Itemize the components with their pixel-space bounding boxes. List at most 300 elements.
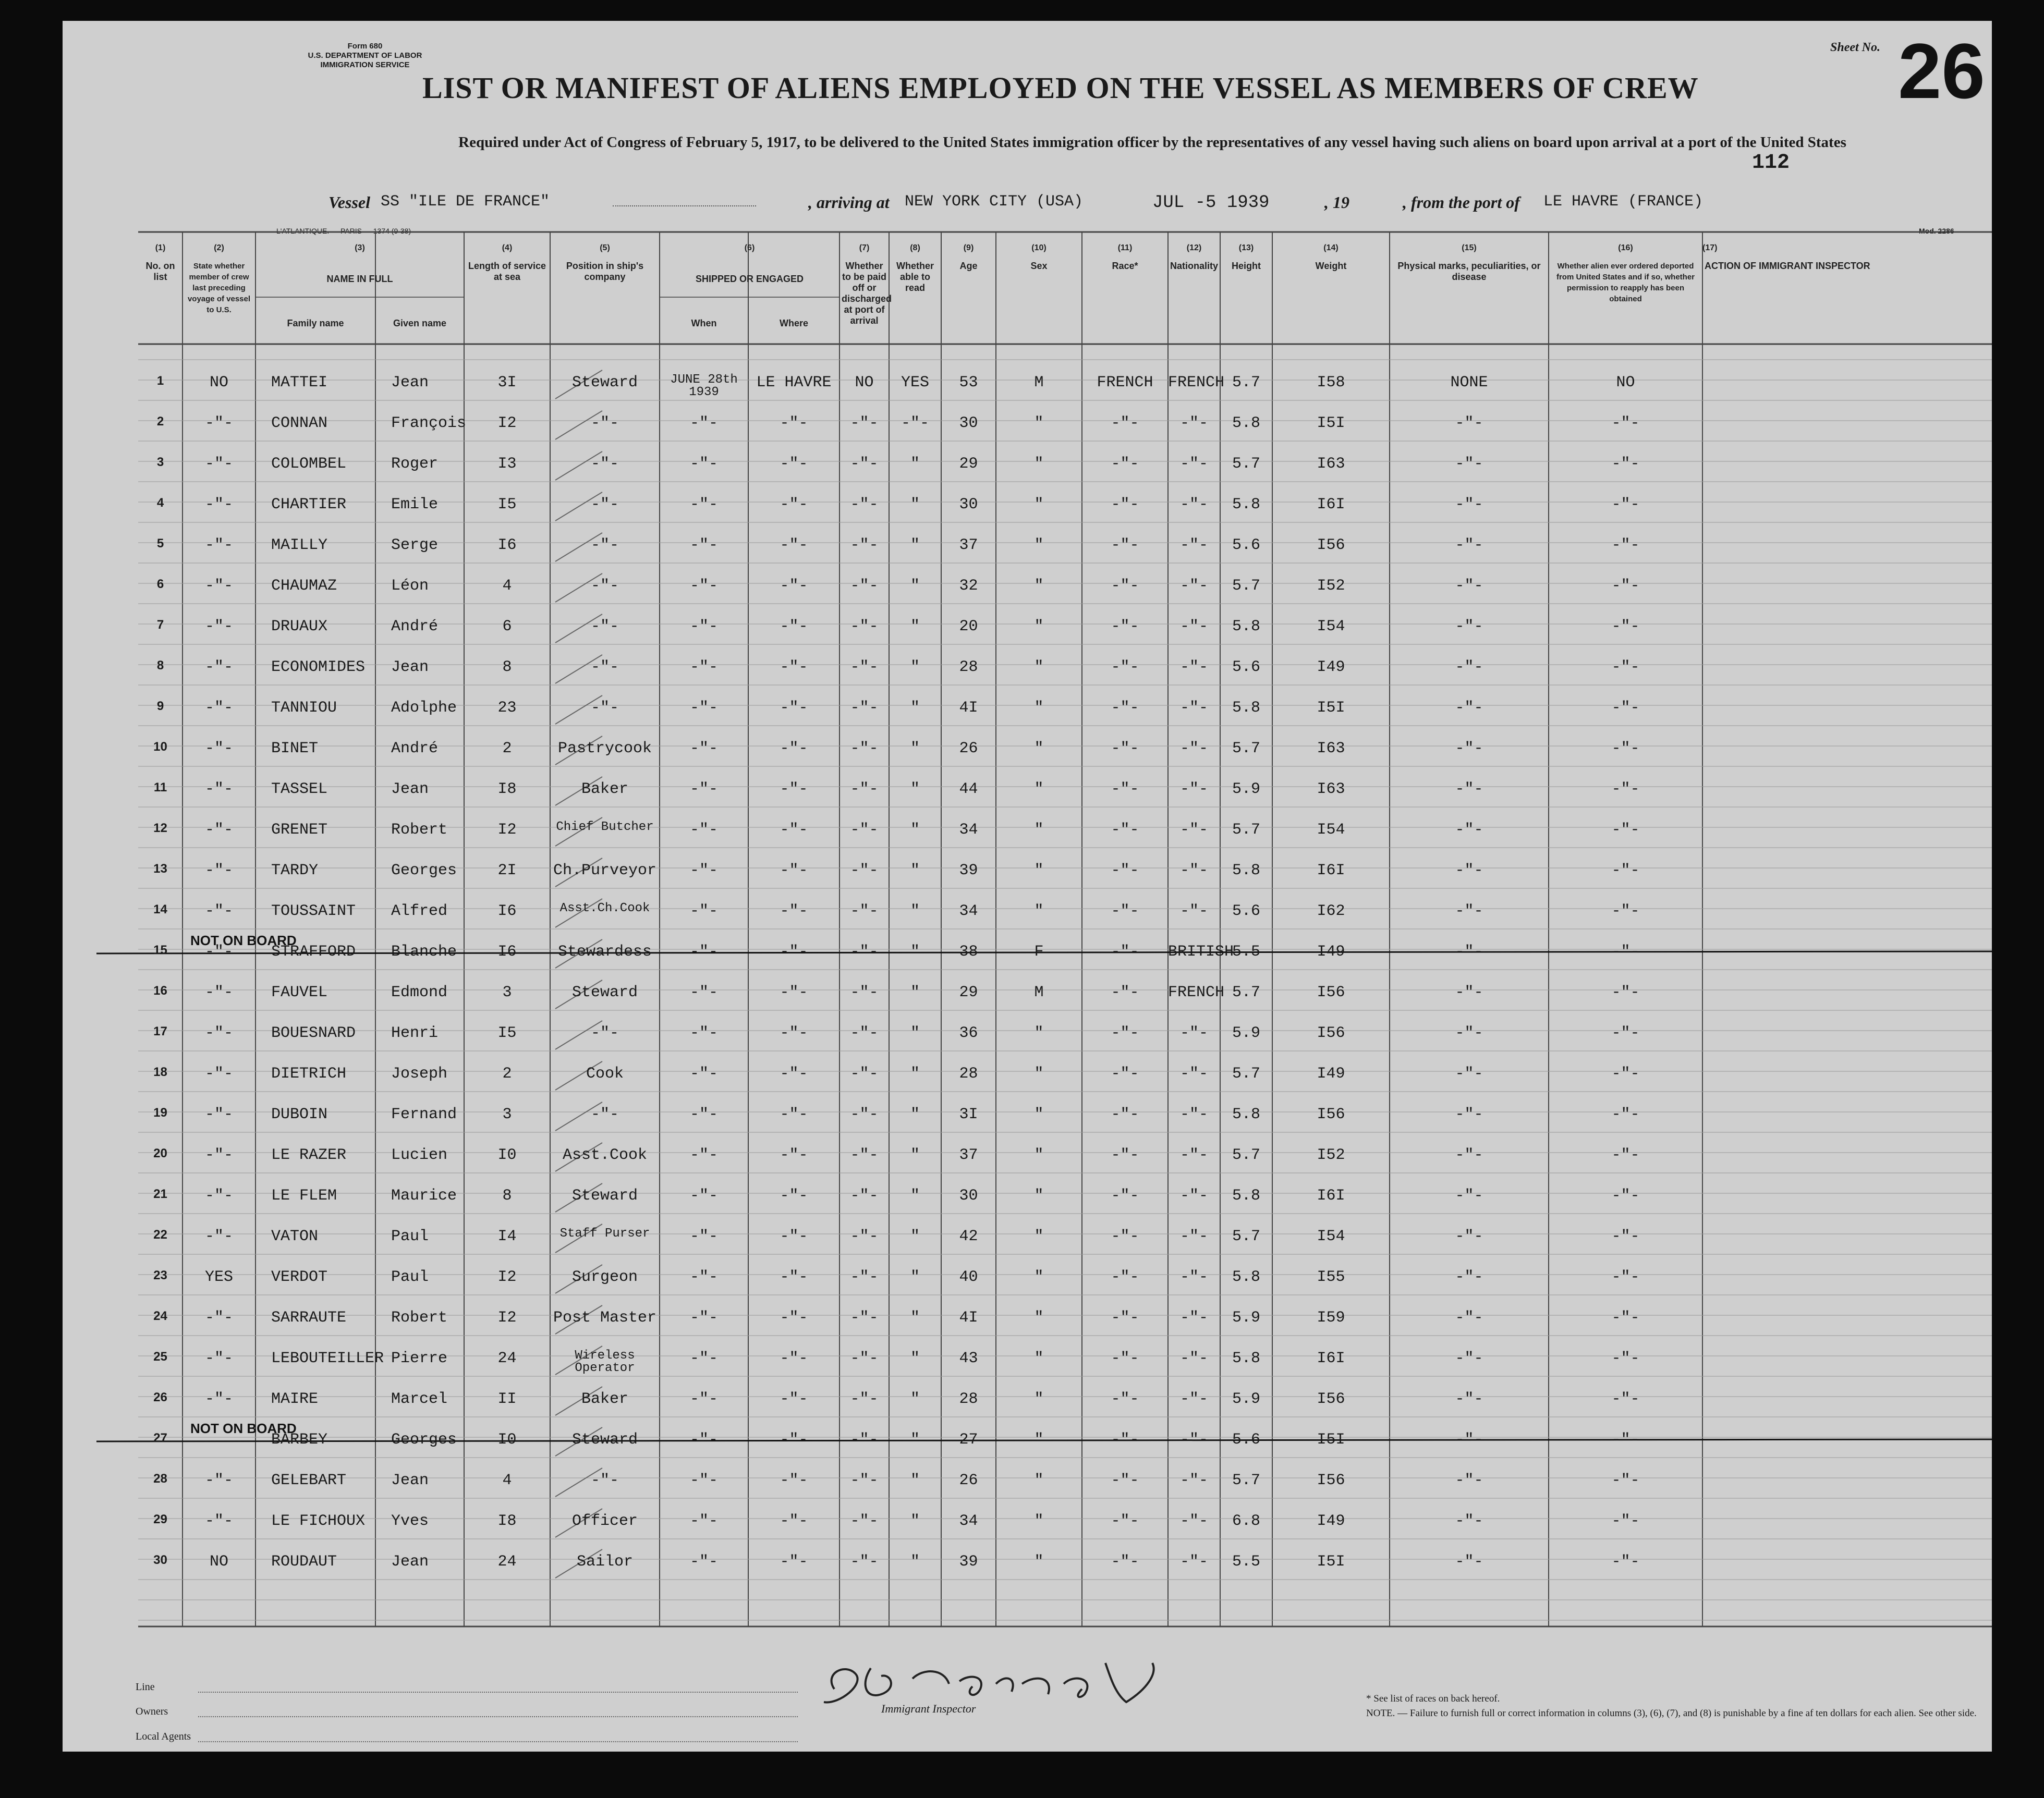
inspector-label: Immigrant Inspector xyxy=(881,1702,976,1715)
cell-position: Pastrycook xyxy=(557,740,652,757)
cell-paid: -"- xyxy=(850,780,879,798)
cell-given: Jean xyxy=(391,658,429,676)
cell-height: 5.7 xyxy=(1232,1146,1260,1164)
cell-age: 4I xyxy=(959,1309,978,1327)
cell-nationality: -"- xyxy=(1179,1187,1208,1205)
cell-height: 5.7 xyxy=(1232,1228,1260,1245)
cell-read: " xyxy=(910,699,920,717)
cell-service: 2 xyxy=(502,1065,512,1083)
cell-nationality: -"- xyxy=(1179,821,1208,839)
cell-marks: -"- xyxy=(1455,740,1483,757)
cell-when: -"- xyxy=(689,577,718,595)
cell-race: -"- xyxy=(1111,1106,1139,1123)
cell-read: " xyxy=(910,862,920,879)
cell-age: 34 xyxy=(959,1512,978,1530)
cell-nationality: -"- xyxy=(1179,699,1208,717)
cell-no: 1 xyxy=(156,374,164,388)
cell-when: -"- xyxy=(689,1106,718,1123)
cell-given: Emile xyxy=(391,496,439,513)
cell-marks: -"- xyxy=(1455,1350,1483,1367)
cell-paid: -"- xyxy=(850,536,879,554)
cell-family: CHAUMAZ xyxy=(271,577,337,595)
cell-deported: -"- xyxy=(1611,536,1640,554)
cell-race: -"- xyxy=(1111,1350,1139,1367)
cell-deported: -"- xyxy=(1611,658,1640,676)
cell-service: 23 xyxy=(497,699,517,717)
cell-position: Staff Purser xyxy=(559,1227,650,1241)
cell-race: -"- xyxy=(1111,1065,1139,1083)
cell-no: 30 xyxy=(153,1553,167,1567)
cell-family: COLOMBEL xyxy=(271,455,347,473)
cell-family: BARBEY xyxy=(271,1431,328,1449)
cell-height: 5.5 xyxy=(1232,943,1260,961)
cell-marks: -"- xyxy=(1455,1512,1483,1530)
cell-height: 5.8 xyxy=(1232,862,1260,879)
cell-position: -"- xyxy=(590,577,619,595)
cell-no: 27 xyxy=(153,1431,167,1445)
cell-where: -"- xyxy=(780,780,808,798)
cell-age: 28 xyxy=(959,1390,978,1408)
cell-nationality: -"- xyxy=(1179,1472,1208,1489)
cell-where: -"- xyxy=(780,1146,808,1164)
cell-prev: -"- xyxy=(204,1390,233,1408)
cell-deported: -"- xyxy=(1611,1553,1640,1571)
cell-when: -"- xyxy=(689,618,718,635)
cell-weight: I56 xyxy=(1317,984,1345,1001)
cell-weight: I55 xyxy=(1317,1268,1345,1286)
column-subheader: Family name xyxy=(287,318,344,328)
penalty-note: NOTE. — Failure to furnish full or correct information in columns (3), (6), (7), and (8) is punishable by a fine af ten dollars for each alien. See other side. xyxy=(1366,1708,1977,1719)
cell-nationality: -"- xyxy=(1179,1512,1208,1530)
cell-nationality: -"- xyxy=(1179,618,1208,635)
form-number: Form 680 xyxy=(347,42,383,51)
races-note: * See list of races on back hereof. xyxy=(1366,1693,1500,1704)
cell-nationality: -"- xyxy=(1179,455,1208,473)
cell-marks: -"- xyxy=(1455,1268,1483,1286)
cell-prev: -"- xyxy=(204,496,233,513)
cell-race: -"- xyxy=(1111,1309,1139,1327)
cell-age: 29 xyxy=(959,984,978,1001)
cell-nationality: -"- xyxy=(1179,577,1208,595)
cell-paid: -"- xyxy=(850,1024,879,1042)
cell-service: I0 xyxy=(497,1431,517,1449)
cell-prev: -"- xyxy=(204,1472,233,1489)
cell-marks: -"- xyxy=(1455,1065,1483,1083)
cell-where: -"- xyxy=(780,1187,808,1205)
cell-no: 28 xyxy=(153,1472,167,1486)
cell-given: Robert xyxy=(391,1309,448,1327)
cell-position: Steward xyxy=(571,1187,638,1205)
column-number: (4) xyxy=(502,243,513,252)
cell-when: -"- xyxy=(689,699,718,717)
cell-weight: I63 xyxy=(1317,455,1345,473)
cell-weight: I56 xyxy=(1317,1106,1345,1123)
cell-deported: -"- xyxy=(1611,862,1640,879)
column-header: NAME IN FULL xyxy=(326,274,393,284)
cell-age: 3I xyxy=(959,1106,978,1123)
cell-position: Post Master xyxy=(553,1309,657,1327)
cell-family: CONNAN xyxy=(271,414,328,432)
cell-where: -"- xyxy=(780,1553,808,1571)
cell-deported: -"- xyxy=(1611,414,1640,432)
cell-weight: I49 xyxy=(1317,1512,1345,1530)
cell-marks: -"- xyxy=(1455,577,1483,595)
cell-when: -"- xyxy=(689,1553,718,1571)
cell-marks: -"- xyxy=(1455,943,1483,961)
cell-deported: -"- xyxy=(1611,780,1640,798)
cell-deported: -"- xyxy=(1611,1065,1640,1083)
cell-where: -"- xyxy=(780,984,808,1001)
cell-where: -"- xyxy=(780,577,808,595)
cell-weight: I49 xyxy=(1317,658,1345,676)
cell-height: 5.6 xyxy=(1232,536,1260,554)
column-number: (10) xyxy=(1031,243,1047,252)
cell-when: -"- xyxy=(689,1431,718,1449)
cell-service: 3I xyxy=(497,374,517,392)
cell-prev: -"- xyxy=(204,1024,233,1042)
cell-service: 3 xyxy=(502,1106,512,1123)
cell-marks: -"- xyxy=(1455,699,1483,717)
cell-no: 5 xyxy=(156,536,164,551)
cell-read: " xyxy=(910,577,920,595)
cell-given: Robert xyxy=(391,821,448,839)
vessel-name: SS "ILE DE FRANCE" xyxy=(381,193,550,211)
cell-when: -"- xyxy=(689,1472,718,1489)
cell-sex: " xyxy=(1034,536,1044,554)
vessel-label: Vessel xyxy=(328,193,370,212)
service-name: IMMIGRATION SERVICE xyxy=(320,60,410,69)
cell-prev: -"- xyxy=(204,740,233,757)
cell-service: II xyxy=(497,1390,517,1408)
cell-age: 34 xyxy=(959,821,978,839)
cell-paid: -"- xyxy=(850,1390,879,1408)
cell-prev: -"- xyxy=(204,414,233,432)
cell-no: 4 xyxy=(156,496,164,510)
column-header: Whether able to read xyxy=(896,261,934,293)
column-number: (6) xyxy=(744,243,755,252)
cell-age: 28 xyxy=(959,1065,978,1083)
cell-nationality: -"- xyxy=(1179,1268,1208,1286)
cell-service: 8 xyxy=(502,658,512,676)
cell-position: Chief Butcher xyxy=(556,820,654,834)
cell-paid: -"- xyxy=(850,1309,879,1327)
cell-where: -"- xyxy=(780,821,808,839)
column-number: (12) xyxy=(1186,243,1202,252)
cell-no: 14 xyxy=(153,902,167,916)
cell-no: 9 xyxy=(156,699,164,713)
cell-age: 40 xyxy=(959,1268,978,1286)
cell-family: LE FLEM xyxy=(271,1187,337,1205)
cell-marks: -"- xyxy=(1455,902,1483,920)
cell-marks: -"- xyxy=(1455,414,1483,432)
cell-prev: -"- xyxy=(204,1106,233,1123)
cell-position: Steward xyxy=(571,984,638,1001)
cell-race: -"- xyxy=(1111,1512,1139,1530)
cell-nationality: -"- xyxy=(1179,496,1208,513)
cell-sex: " xyxy=(1034,1390,1044,1408)
cell-no: 7 xyxy=(156,618,164,632)
cell-position: -"- xyxy=(590,455,619,473)
cell-prev: -"- xyxy=(204,455,233,473)
cell-sex: " xyxy=(1034,821,1044,839)
cell-height: 5.8 xyxy=(1232,1350,1260,1367)
form-identifier xyxy=(282,42,448,70)
cell-where: -"- xyxy=(780,618,808,635)
cell-weight: I49 xyxy=(1317,943,1345,961)
cell-deported: -"- xyxy=(1611,1472,1640,1489)
cell-family: VATON xyxy=(271,1228,319,1245)
cell-height: 5.6 xyxy=(1232,1431,1260,1449)
cell-when: -"- xyxy=(689,536,718,554)
cell-race: -"- xyxy=(1111,414,1139,432)
cell-marks: -"- xyxy=(1455,862,1483,879)
cell-race: -"- xyxy=(1111,1268,1139,1286)
cell-weight: I5I xyxy=(1317,699,1345,717)
cell-weight: I63 xyxy=(1317,780,1345,798)
cell-weight: I5I xyxy=(1317,414,1345,432)
cell-service: I6 xyxy=(497,943,517,961)
cell-nationality: -"- xyxy=(1179,1228,1208,1245)
cell-position: -"- xyxy=(590,699,619,717)
cell-where: -"- xyxy=(780,943,808,961)
cell-nationality: -"- xyxy=(1179,1146,1208,1164)
cell-nationality: -"- xyxy=(1179,1309,1208,1327)
cell-read: " xyxy=(910,943,920,961)
cell-position: Steward xyxy=(571,1431,638,1449)
cell-height: 5.8 xyxy=(1232,496,1260,513)
cell-given: Alfred xyxy=(391,902,448,920)
cell-prev: -"- xyxy=(204,699,233,717)
cell-prev: -"- xyxy=(204,1512,233,1530)
cell-no: 11 xyxy=(153,780,167,794)
cell-position: -"- xyxy=(590,1106,619,1123)
cell-age: 34 xyxy=(959,902,978,920)
cell-prev: YES xyxy=(204,1268,233,1286)
cell-position: Ch.Purveyor xyxy=(553,862,657,879)
column-number: (9) xyxy=(963,243,974,252)
cell-weight: I5I xyxy=(1317,1553,1345,1571)
column-header: Weight xyxy=(1315,261,1347,271)
cell-service: 24 xyxy=(497,1553,517,1571)
cell-height: 5.6 xyxy=(1232,902,1260,920)
column-subheader: Where xyxy=(779,318,808,328)
cell-nationality: -"- xyxy=(1179,740,1208,757)
cell-when: -"- xyxy=(689,740,718,757)
cell-prev: -"- xyxy=(204,780,233,798)
cell-deported: -"- xyxy=(1611,821,1640,839)
cell-weight: I62 xyxy=(1317,902,1345,920)
cell-read: " xyxy=(910,1390,920,1408)
cell-deported: -"- xyxy=(1611,699,1640,717)
cell-deported: -"- xyxy=(1611,984,1640,1001)
cell-service: 24 xyxy=(497,1350,517,1367)
cell-when: -"- xyxy=(689,455,718,473)
cell-given: Georges xyxy=(391,862,457,879)
cell-race: -"- xyxy=(1111,496,1139,513)
cell-paid: -"- xyxy=(850,862,879,879)
cell-read: " xyxy=(910,1024,920,1042)
cell-family: SARRAUTE xyxy=(271,1309,347,1327)
cell-no: 19 xyxy=(153,1106,167,1120)
cell-position: -"- xyxy=(590,536,619,554)
cell-sex: " xyxy=(1034,658,1044,676)
cell-height: 5.9 xyxy=(1232,1390,1260,1408)
cell-given: Roger xyxy=(391,455,439,473)
cell-age: 30 xyxy=(959,1187,978,1205)
cell-family: VERDOT xyxy=(271,1268,328,1286)
cell-race: -"- xyxy=(1111,984,1139,1001)
cell-height: 5.7 xyxy=(1232,821,1260,839)
cell-given: Jean xyxy=(391,374,429,392)
cell-sex: " xyxy=(1034,618,1044,635)
from-label: , from the port of xyxy=(1403,193,1520,212)
cell-when: -"- xyxy=(689,1512,718,1530)
cell-no: 17 xyxy=(153,1024,167,1038)
cell-given: Yves xyxy=(391,1512,429,1530)
cell-prev: -"- xyxy=(204,943,233,961)
cell-position: Baker xyxy=(581,1390,628,1408)
cell-sex: " xyxy=(1034,862,1044,879)
cell-when: -"- xyxy=(689,1350,718,1367)
cell-when: -"- xyxy=(689,1146,718,1164)
cell-when: -"- xyxy=(689,943,718,961)
cell-where: -"- xyxy=(780,1390,808,1408)
cell-no: 2 xyxy=(156,414,164,429)
cell-marks: -"- xyxy=(1455,1553,1483,1571)
manifest-number: 112 xyxy=(1752,151,1790,175)
cell-marks: -"- xyxy=(1455,455,1483,473)
column-header: Age xyxy=(959,261,978,271)
cell-position: Baker xyxy=(581,780,628,798)
line-label: Line xyxy=(136,1681,155,1693)
cell-when: -"- xyxy=(689,984,718,1001)
column-number: (7) xyxy=(859,243,870,252)
cell-read: " xyxy=(910,536,920,554)
cell-height: 5.7 xyxy=(1232,1065,1260,1083)
cell-where: -"- xyxy=(780,740,808,757)
cell-age: 39 xyxy=(959,1553,978,1571)
sheet-number: 26 xyxy=(1898,27,1985,115)
cell-read: " xyxy=(910,658,920,676)
cell-height: 5.7 xyxy=(1232,374,1260,392)
cell-service: I2 xyxy=(497,414,517,432)
cell-age: 29 xyxy=(959,455,978,473)
cell-when: -"- xyxy=(689,1187,718,1205)
cell-paid: -"- xyxy=(850,496,879,513)
cell-position: Wireless Operator xyxy=(575,1349,635,1375)
cell-prev: -"- xyxy=(204,1187,233,1205)
cell-given: Pierre xyxy=(391,1350,448,1367)
cell-deported: -"- xyxy=(1611,1106,1640,1123)
cell-race: -"- xyxy=(1111,618,1139,635)
column-header: Whether to be paid off or discharged at port of arrival xyxy=(842,261,892,326)
cell-sex: " xyxy=(1034,1187,1044,1205)
column-header: Physical marks, peculiarities, or disease xyxy=(1397,261,1541,282)
cell-given: Fernand xyxy=(391,1106,457,1123)
cell-given: Jean xyxy=(391,1472,429,1489)
cell-height: 5.7 xyxy=(1232,577,1260,595)
cell-service: 3 xyxy=(502,984,512,1001)
cell-given: Henri xyxy=(391,1024,439,1042)
cell-height: 5.8 xyxy=(1232,1187,1260,1205)
column-header: SHIPPED OR ENGAGED xyxy=(695,274,804,284)
cell-weight: I56 xyxy=(1317,1390,1345,1408)
year-prefix: , 19 xyxy=(1324,193,1349,212)
cell-deported: -"- xyxy=(1611,740,1640,757)
cell-given: Jean xyxy=(391,780,429,798)
cell-race: -"- xyxy=(1111,699,1139,717)
cell-position: -"- xyxy=(590,658,619,676)
cell-given: Paul xyxy=(391,1228,429,1245)
cell-age: 39 xyxy=(959,862,978,879)
cell-family: BINET xyxy=(271,740,319,757)
footer-notes xyxy=(1366,1692,1981,1721)
cell-height: 5.8 xyxy=(1232,618,1260,635)
cell-read: " xyxy=(910,1350,920,1367)
cell-paid: -"- xyxy=(850,821,879,839)
column-header: Sex xyxy=(1030,261,1048,271)
cell-paid: -"- xyxy=(850,740,879,757)
cell-deported: -"- xyxy=(1611,1024,1640,1042)
cell-race: -"- xyxy=(1111,577,1139,595)
not-on-board-stamp: NOT ON BOARD xyxy=(190,933,297,948)
cell-service: I4 xyxy=(497,1228,517,1245)
cell-family: DIETRICH xyxy=(271,1065,347,1083)
cell-when: -"- xyxy=(689,1309,718,1327)
cell-age: 43 xyxy=(959,1350,978,1367)
cell-paid: -"- xyxy=(850,1472,879,1489)
column-header: State whether member of crew last preceding voyage of vessel to U.S. xyxy=(187,262,251,314)
cell-race: -"- xyxy=(1111,658,1139,676)
cell-where: -"- xyxy=(780,1431,808,1449)
department-name: U.S. DEPARTMENT OF LABOR xyxy=(308,51,422,60)
cell-family: MAILLY xyxy=(271,536,328,554)
cell-when: -"- xyxy=(689,1228,718,1245)
cell-no: 3 xyxy=(156,455,164,469)
cell-read: " xyxy=(910,1187,920,1205)
cell-read: " xyxy=(910,455,920,473)
cell-when: -"- xyxy=(689,1390,718,1408)
cell-height: 5.8 xyxy=(1232,414,1260,432)
cell-deported: -"- xyxy=(1611,943,1640,961)
cell-read: " xyxy=(910,1512,920,1530)
cell-sex: " xyxy=(1034,1024,1044,1042)
cell-when: -"- xyxy=(689,780,718,798)
cell-no: 23 xyxy=(153,1268,167,1282)
cell-service: I5 xyxy=(497,1024,517,1042)
cell-age: 38 xyxy=(959,943,978,961)
cell-paid: -"- xyxy=(850,1431,879,1449)
cell-given: Paul xyxy=(391,1268,429,1286)
model-number: Mod. 2286 xyxy=(1919,227,1954,235)
cell-weight: I6I xyxy=(1317,496,1345,513)
cell-given: Joseph xyxy=(391,1065,448,1083)
cell-where: -"- xyxy=(780,496,808,513)
column-header: Position in ship's company xyxy=(566,261,644,282)
cell-nationality: -"- xyxy=(1179,414,1208,432)
cell-given: Blanche xyxy=(391,943,457,961)
cell-where: -"- xyxy=(780,1024,808,1042)
cell-age: 32 xyxy=(959,577,978,595)
cell-nationality: -"- xyxy=(1179,1553,1208,1571)
cell-family: STRAFFORD xyxy=(271,943,356,961)
cell-sex: " xyxy=(1034,1350,1044,1367)
cell-weight: I49 xyxy=(1317,1065,1345,1083)
cell-when: -"- xyxy=(689,1268,718,1286)
cell-service: 8 xyxy=(502,1187,512,1205)
cell-service: I2 xyxy=(497,821,517,839)
cell-service: 4 xyxy=(502,577,512,595)
